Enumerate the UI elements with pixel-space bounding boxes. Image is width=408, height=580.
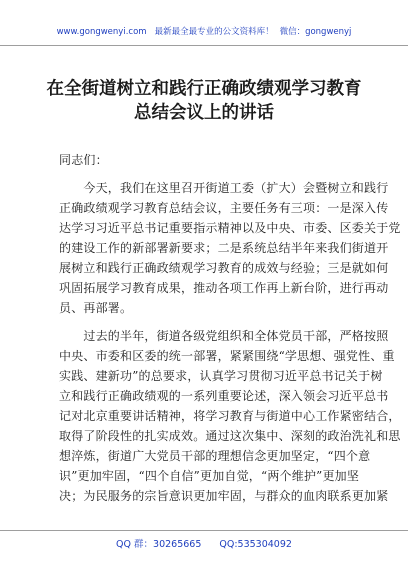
footer-qq: QQ:535304092 [219, 539, 292, 550]
page-header [0, 0, 408, 46]
paragraph-line: 展树立和践行正确政绩观学习教育的成效与经验；三是就如何 [59, 261, 389, 275]
paragraph-line: 中央、市委和区委的统一部署，紧紧围绕“学思想、强党性、重 [59, 349, 395, 363]
header-slogan: 最新最全最专业的公文资料库！ [154, 27, 274, 37]
page-footer [0, 539, 408, 551]
title-line-1: 在全街道树立和践行正确政绩观学习教育 [46, 79, 362, 99]
header-text [0, 27, 408, 37]
document-body [59, 150, 401, 514]
salutation: 同志们： [59, 153, 108, 167]
title-line-2: 总结会议上的讲话 [134, 103, 274, 123]
header-wechat: 微信：gongwenyj [279, 27, 352, 37]
paragraph-line: 员、再部署。 [59, 301, 133, 315]
paragraph-line: 决；为民服务的宗旨意识更加牢固，与群众的血肉联系更加紧 [59, 489, 389, 503]
paragraph-line: 的建设工作的新部署新要求；二是系统总结半年来我们街道开 [59, 241, 389, 255]
paragraph-line: 记对北京重要讲话精神，将学习教育与街道中心工作紧密结合， [59, 409, 401, 423]
paragraph-line: 巩固拓展学习教育成果，推动各项工作再上新台阶，进行再动 [59, 281, 389, 295]
paragraph-line: 立和践行正确政绩观的一系列重要论述，深入领会习近平总书 [59, 389, 389, 403]
paragraph-line: 实践、建新功”的总要求，认真学习贯彻习近平总书记关于树 [59, 369, 383, 383]
paragraph-2 [59, 326, 401, 506]
paragraph-1 [59, 178, 401, 318]
paragraph-line: 正确政绩观学习教育总结会议，主要任务有三项：一是深入传 [59, 201, 389, 215]
paragraph-line: 想淬炼，街道广大党员干部的理想信念更加坚定，“四个意 [59, 449, 371, 463]
paragraph-line: 取得了阶段性的扎实成效。通过这次集中、深刻的政治洗礼和思 [59, 429, 401, 443]
footer-divider [0, 530, 408, 531]
paragraph-line: 过去的半年，街道各级党组织和全体党员干部，严格按照 [59, 329, 389, 343]
header-url-link[interactable]: www.gongwenyi.com [56, 27, 147, 37]
paragraph-line: 达学习习近平总书记重要指示精神以及中央、市委、区委关于党 [59, 221, 401, 235]
document-title [0, 77, 408, 125]
paragraph-line: 今天，我们在这里召开街道工委（扩大）会暨树立和践行 [59, 181, 389, 195]
footer-qq-group: QQ 群：30265665 [116, 539, 202, 550]
paragraph-line: 识”更加牢固，“四个自信”更加自觉，“两个维护”更加坚 [59, 469, 360, 483]
